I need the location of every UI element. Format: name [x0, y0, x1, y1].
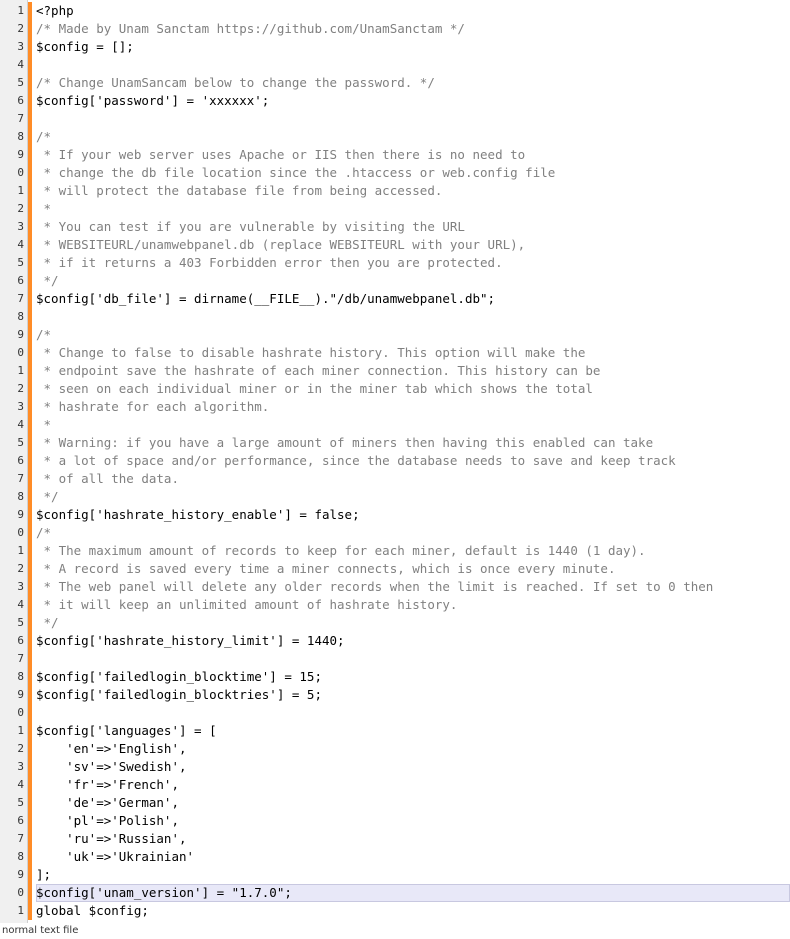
- line-number: 7: [17, 112, 24, 125]
- code-line[interactable]: [36, 722, 790, 740]
- code-line-text: $config['languages'] = [: [36, 723, 217, 738]
- line-number: 5: [17, 796, 24, 809]
- code-line[interactable]: [36, 416, 790, 434]
- code-line-text: [36, 705, 44, 720]
- line-number: 7: [17, 292, 24, 305]
- code-line[interactable]: [36, 272, 790, 290]
- code-line-text: /*: [36, 327, 52, 342]
- code-line[interactable]: [36, 182, 790, 200]
- code-line-text: *: [36, 417, 52, 432]
- code-line-text: */: [36, 489, 59, 504]
- code-line-text: /* Change UnamSancam below to change the password. */: [36, 75, 435, 90]
- code-line[interactable]: [36, 434, 790, 452]
- code-line-text: 'en'=>'English',: [36, 741, 187, 756]
- line-number: 3: [17, 220, 24, 233]
- code-line-text: * The web panel will delete any older records when the limit is reached. If set to 0 then: [36, 579, 714, 594]
- code-line[interactable]: [36, 236, 790, 254]
- line-number: 3: [17, 400, 24, 413]
- line-number: 1: [17, 4, 24, 17]
- line-number: 3: [17, 580, 24, 593]
- code-line-text: $config = [];: [36, 39, 134, 54]
- line-number: 2: [17, 382, 24, 395]
- line-number: 2: [17, 202, 24, 215]
- code-line-text: $config['hashrate_history_enable'] = false;: [36, 507, 360, 522]
- code-line-text: $config['db_file'] = dirname(__FILE__)."/db/unamwebpanel.db";: [36, 291, 496, 306]
- code-line[interactable]: [36, 866, 790, 884]
- code-line[interactable]: [36, 398, 790, 416]
- code-line-text: * Change to false to disable hashrate history. This option will make the: [36, 345, 586, 360]
- status-bar-text: normal text file: [2, 925, 79, 936]
- line-number: 0: [17, 166, 24, 179]
- code-line[interactable]: [36, 686, 790, 704]
- line-number: 5: [17, 256, 24, 269]
- code-text-area[interactable]: [32, 0, 790, 923]
- code-line-text: /*: [36, 525, 52, 540]
- line-number: 0: [17, 886, 24, 899]
- code-line[interactable]: [36, 488, 790, 506]
- line-number: 1: [17, 364, 24, 377]
- code-line[interactable]: [36, 668, 790, 686]
- line-number: 3: [17, 760, 24, 773]
- code-line-text: 'ru'=>'Russian',: [36, 831, 187, 846]
- code-line[interactable]: [36, 200, 790, 218]
- line-number: 9: [17, 508, 24, 521]
- code-line-text: 'uk'=>'Ukrainian': [36, 849, 195, 864]
- code-line[interactable]: [36, 578, 790, 596]
- code-line[interactable]: [36, 830, 790, 848]
- line-number: 4: [17, 238, 24, 251]
- code-line-text: 'pl'=>'Polish',: [36, 813, 179, 828]
- line-number: 1: [17, 544, 24, 557]
- line-number: 5: [17, 436, 24, 449]
- code-line[interactable]: [36, 254, 790, 272]
- code-line-text: * The maximum amount of records to keep for each miner, default is 1440 (1 day).: [36, 543, 646, 558]
- code-line[interactable]: [36, 20, 790, 38]
- line-number: 0: [17, 526, 24, 539]
- line-number: 1: [17, 724, 24, 737]
- line-number: 8: [17, 310, 24, 323]
- code-line[interactable]: [36, 308, 790, 326]
- line-number: 8: [17, 850, 24, 863]
- code-line-text: /*: [36, 129, 52, 144]
- code-line[interactable]: [36, 632, 790, 650]
- line-number: 8: [17, 130, 24, 143]
- line-number: 6: [17, 454, 24, 467]
- code-line-text: $config['failedlogin_blocktime'] = 15;: [36, 669, 322, 684]
- code-line[interactable]: [36, 524, 790, 542]
- line-number: 4: [17, 418, 24, 431]
- line-number: 2: [17, 742, 24, 755]
- code-line-text: 'fr'=>'French',: [36, 777, 179, 792]
- line-number: 1: [17, 904, 24, 917]
- code-line-text: * Warning: if you have a large amount of miners then having this enabled can take: [36, 435, 654, 450]
- code-line-text: * If your web server uses Apache or IIS then there is no need to: [36, 147, 526, 162]
- code-line[interactable]: [36, 452, 790, 470]
- code-line-text: */: [36, 273, 59, 288]
- code-line[interactable]: [36, 902, 790, 920]
- code-line[interactable]: [36, 794, 790, 812]
- line-number: 8: [17, 490, 24, 503]
- code-line[interactable]: [36, 74, 790, 92]
- line-number: 4: [17, 778, 24, 791]
- line-number: 2: [17, 22, 24, 35]
- code-line-text: * endpoint save the hashrate of each miner connection. This history can be: [36, 363, 601, 378]
- code-line[interactable]: [36, 146, 790, 164]
- code-line[interactable]: [36, 92, 790, 110]
- status-bar: [0, 923, 790, 939]
- code-line[interactable]: [36, 344, 790, 362]
- code-line[interactable]: [36, 110, 790, 128]
- code-line-text: * will protect the database file from being accessed.: [36, 183, 443, 198]
- code-line[interactable]: [36, 38, 790, 56]
- code-line-text: * of all the data.: [36, 471, 179, 486]
- code-line-text: [36, 309, 44, 324]
- code-line-text: * hashrate for each algorithm.: [36, 399, 270, 414]
- line-number: 0: [17, 346, 24, 359]
- code-line[interactable]: [36, 812, 790, 830]
- code-line[interactable]: [36, 776, 790, 794]
- code-line-text: <?php: [36, 3, 74, 18]
- line-number: 4: [17, 598, 24, 611]
- line-number-gutter: [0, 0, 28, 923]
- code-line[interactable]: [36, 326, 790, 344]
- code-line[interactable]: [36, 596, 790, 614]
- code-line-text: * if it returns a 403 Forbidden error then you are protected.: [36, 255, 503, 270]
- code-line-text: */: [36, 615, 59, 630]
- code-line-text: 'sv'=>'Swedish',: [36, 759, 187, 774]
- line-number: 9: [17, 868, 24, 881]
- code-line-text: * A record is saved every time a miner connects, which is once every minute.: [36, 561, 616, 576]
- code-line-current[interactable]: [36, 884, 790, 902]
- code-line-text: ];: [36, 867, 52, 882]
- code-line-text: $config['unam_version'] = "1.7.0";: [36, 885, 292, 900]
- code-line-text: 'de'=>'German',: [36, 795, 179, 810]
- code-line-text: global $config;: [36, 903, 149, 918]
- line-number: 7: [17, 832, 24, 845]
- code-line-text: $config['hashrate_history_limit'] = 1440;: [36, 633, 345, 648]
- code-line[interactable]: [36, 164, 790, 182]
- line-number: 5: [17, 76, 24, 89]
- code-line-text: * it will keep an unlimited amount of hashrate history.: [36, 597, 458, 612]
- line-number: 6: [17, 814, 24, 827]
- line-number: 7: [17, 472, 24, 485]
- code-line[interactable]: [36, 290, 790, 308]
- code-line[interactable]: [36, 380, 790, 398]
- code-line[interactable]: [36, 506, 790, 524]
- code-line[interactable]: [36, 542, 790, 560]
- line-number: 3: [17, 40, 24, 53]
- code-line[interactable]: [36, 56, 790, 74]
- code-line[interactable]: [36, 362, 790, 380]
- code-line-text: [36, 651, 44, 666]
- line-number: 7: [17, 652, 24, 665]
- code-line[interactable]: [36, 560, 790, 578]
- code-line-text: $config['failedlogin_blocktries'] = 5;: [36, 687, 322, 702]
- line-number: 0: [17, 706, 24, 719]
- code-line-text: [36, 111, 44, 126]
- code-line[interactable]: [36, 650, 790, 668]
- code-line-text: * a lot of space and/or performance, since the database needs to save and keep track: [36, 453, 676, 468]
- line-number: 5: [17, 616, 24, 629]
- line-number: 6: [17, 634, 24, 647]
- code-line-text: * seen on each individual miner or in the miner tab which shows the total: [36, 381, 593, 396]
- line-number: 6: [17, 274, 24, 287]
- code-line-text: /* Made by Unam Sanctam https://github.com/UnamSanctam */: [36, 21, 465, 36]
- code-line[interactable]: [36, 704, 790, 722]
- line-number: 1: [17, 184, 24, 197]
- code-line[interactable]: [36, 740, 790, 758]
- code-line-text: * WEBSITEURL/unamwebpanel.db (replace WEBSITEURL with your URL),: [36, 237, 526, 252]
- code-line-text: * change the db file location since the .htaccess or web.config file: [36, 165, 556, 180]
- code-line[interactable]: [36, 614, 790, 632]
- code-line[interactable]: [36, 758, 790, 776]
- line-number: 9: [17, 688, 24, 701]
- code-line-text: *: [36, 201, 52, 216]
- code-line-text: $config['password'] = 'xxxxxx';: [36, 93, 270, 108]
- line-number: 8: [17, 670, 24, 683]
- code-line[interactable]: [36, 470, 790, 488]
- code-line[interactable]: [36, 128, 790, 146]
- code-line-text: [36, 57, 44, 72]
- line-number: 6: [17, 94, 24, 107]
- code-line-text: * You can test if you are vulnerable by visiting the URL: [36, 219, 465, 234]
- code-line[interactable]: [36, 2, 790, 20]
- code-line[interactable]: [36, 848, 790, 866]
- line-number: 2: [17, 562, 24, 575]
- line-number: 9: [17, 328, 24, 341]
- line-number: 4: [17, 58, 24, 71]
- code-line[interactable]: [36, 218, 790, 236]
- line-number: 9: [17, 148, 24, 161]
